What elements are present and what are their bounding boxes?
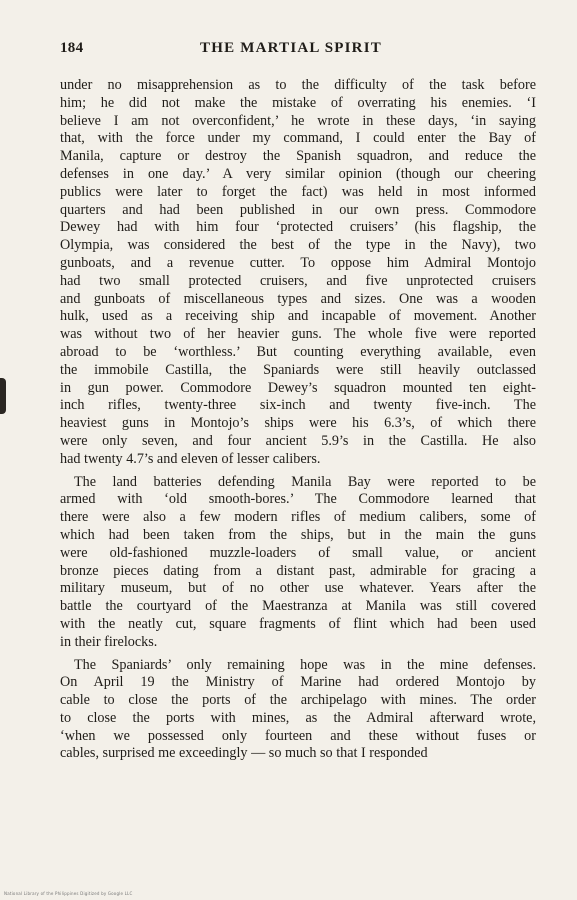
text-line: The Spaniards’ only remaining hope was in the mine defenses. <box>74 656 536 673</box>
binding-mark <box>0 378 6 414</box>
text-line: The land batteries defending Manila Bay were reported to be <box>74 473 536 490</box>
page-number: 184 <box>60 40 84 56</box>
text-line: cable to close the ports of the archipelago with mines. The order <box>60 692 536 709</box>
text-line: armed with ‘old smooth-bores.’ The Commodore learned that <box>60 491 536 508</box>
text-line: the immobile Castilla, the Spaniards were still heavily outclassed <box>60 361 536 378</box>
text-line: heaviest guns in Montojo’s ships were his 6.3’s, of which there <box>60 415 536 432</box>
text-line: and gunboats of miscellaneous types and sizes. One was a wooden <box>60 290 536 307</box>
page-header <box>60 40 538 64</box>
paragraph <box>60 474 536 652</box>
text-line: had twenty 4.7’s and eleven of lesser calibers. <box>60 450 321 467</box>
text-line: him; he did not make the mistake of overrating his enemies. ‘I <box>60 94 536 111</box>
text-line: were old-fashioned muzzle-loaders of small value, or ancient <box>60 544 536 561</box>
text-line: in their firelocks. <box>60 633 158 650</box>
paragraph <box>60 657 536 764</box>
text-line: On April 19 the Ministry of Marine had ordered Montojo by <box>60 674 536 691</box>
running-title: THE MARTIAL SPIRIT <box>200 40 382 56</box>
text-line: believe I am not overconfident,’ he wrote in these days, ‘in saying <box>60 112 536 129</box>
text-line: under no misapprehension as to the difficulty of the task before <box>60 77 536 93</box>
text-line: hulk, used as a receiving ship and incapable of movement. Another <box>60 308 536 325</box>
text-line: cables, surprised me exceedingly — so much so that I responded <box>60 745 428 762</box>
text-line: had two small protected cruisers, and five unprotected cruisers <box>60 272 536 289</box>
text-line: with the neatly cut, square fragments of flint which had been used <box>60 615 536 632</box>
text-line: Dewey had with him four ‘protected cruisers’ (his flagship, the <box>60 219 536 236</box>
text-line: inch rifles, twenty-three six-inch and twenty five-inch. The <box>60 397 536 414</box>
scan-footer: National Library of the Philippines Digitized by Google LLC <box>4 891 133 896</box>
text-line: there were also a few modern rifles of medium calibers, some of <box>60 509 536 526</box>
text-line: to close the ports with mines, as the Admiral afterward wrote, <box>60 709 536 726</box>
text-line: gunboats, and a revenue cutter. To oppose him Admiral Montojo <box>60 254 536 271</box>
text-line: battle the courtyard of the Maestranza at Manila was still covered <box>60 598 536 615</box>
text-line: Manila, capture or destroy the Spanish squadron, and reduce the <box>60 148 536 165</box>
text-line: was without two of her heavier guns. The whole five were reported <box>60 326 536 343</box>
paragraph <box>60 77 536 469</box>
text-line: that, with the force under my command, I could enter the Bay of <box>60 130 536 147</box>
body-text <box>60 77 536 763</box>
text-line: defenses in one day.’ A very similar opinion (though our cheering <box>60 165 536 182</box>
text-line: military museum, but of no other use whatever. Years after the <box>60 580 536 597</box>
text-line: were only seven, and four ancient 5.9’s in the Castilla. He also <box>60 432 536 449</box>
text-line: Olympia, was considered the best of the type in the Navy), two <box>60 237 536 254</box>
text-line: publics were later to forget the fact) was held in most informed <box>60 183 536 200</box>
text-line: ‘when we possessed only fourteen and these without fuses or <box>60 727 536 744</box>
text-line: abroad to be ‘worthless.’ But counting everything available, even <box>60 343 536 360</box>
text-line: which had been taken from the ships, but in the main the guns <box>60 526 536 543</box>
text-line: bronze pieces dating from a distant past, admirable for gracing a <box>60 562 536 579</box>
text-line: quarters and had been published in our own press. Commodore <box>60 201 536 218</box>
text-line: in gun power. Commodore Dewey’s squadron mounted ten eight- <box>60 379 536 396</box>
